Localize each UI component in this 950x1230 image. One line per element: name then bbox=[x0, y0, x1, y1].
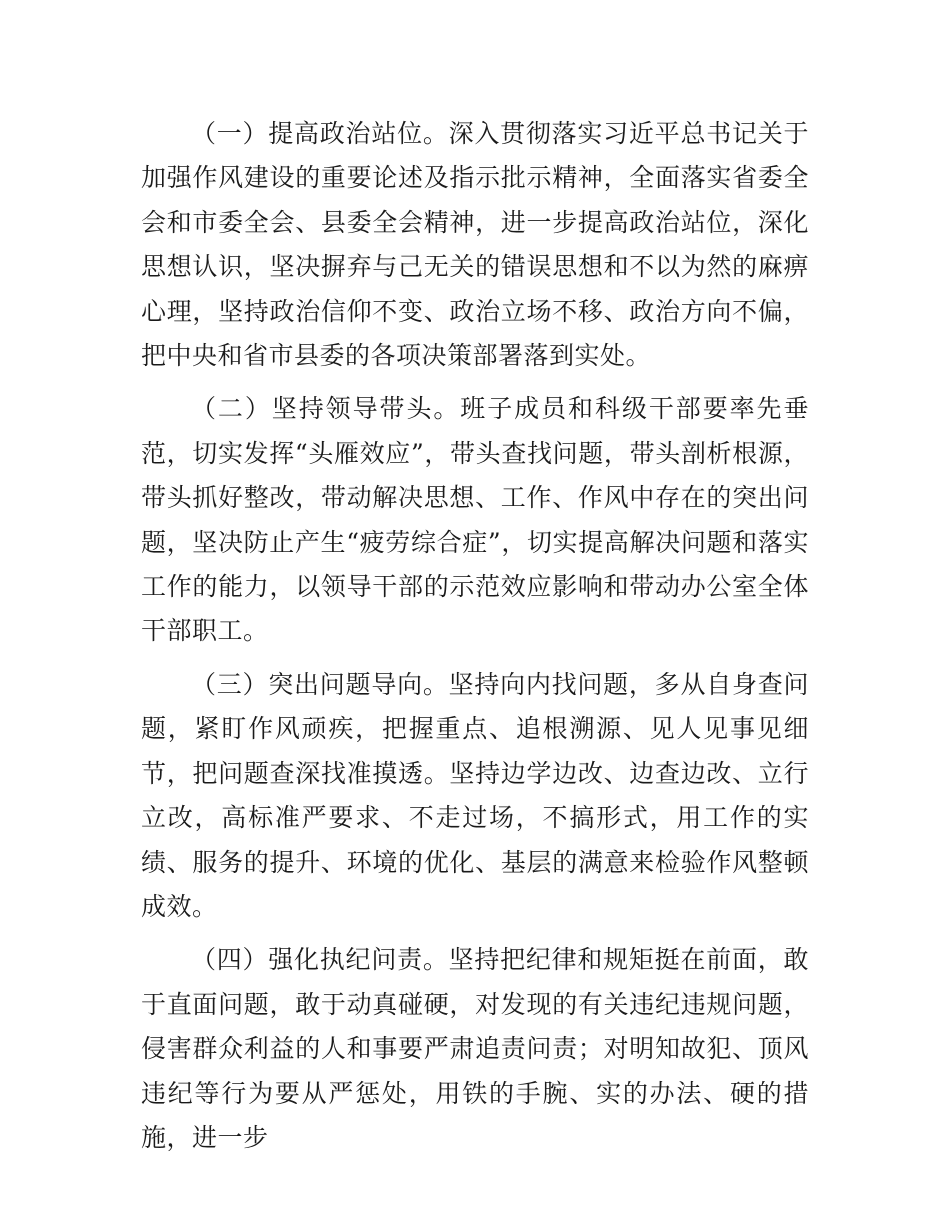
paragraph-problem-orientation: （三）突出问题导向。坚持向内找问题，多从自身查问题，紧盯作风顽疾，把握重点、追根溯源、见人见事见细节，把问题查深找准摸透。坚持边学边改、边查边改、立行立改，高标准严要求、不走过场，不搞形式，用工作的实绩、服务的提升、环境的优化、基层的满意来检验作风整顿成效。 bbox=[141, 669, 809, 921]
paragraph-leadership: （二）坚持领导带头。班子成员和科级干部要率先垂范，切实发挥“头雁效应”，带头查找问题，带头剖析根源，带头抓好整改，带动解决思想、工作、作风中存在的突出问题，坚决防止产生“疲劳综合症”，切实提高解决问题和落实工作的能力，以领导干部的示范效应影响和带动办公室全体干部职工。 bbox=[141, 394, 809, 646]
paragraph-political-stance: （一）提高政治站位。深入贯彻落实习近平总书记关于加强作风建设的重要论述及指示批示精神，全面落实省委全会和市委全会、县委全会精神，进一步提高政治站位，深化思想认识，坚决摒弃与己无关的错误思想和不以为然的麻痹心理，坚持政治信仰不变、政治立场不移、政治方向不偏，把中央和省市县委的各项决策部署落到实处。 bbox=[141, 119, 809, 371]
document-body bbox=[141, 112, 809, 1169]
paragraph-accountability: （四）强化执纪问责。坚持把纪律和规矩挺在前面，敢于直面问题，敢于动真碰硬，对发现的有关违纪违规问题，侵害群众利益的人和事要严肃追责问责；对明知故犯、顶风违纪等行为要从严惩处，用铁的手腕、实的办法、硬的措施，进一步 bbox=[141, 945, 809, 1152]
